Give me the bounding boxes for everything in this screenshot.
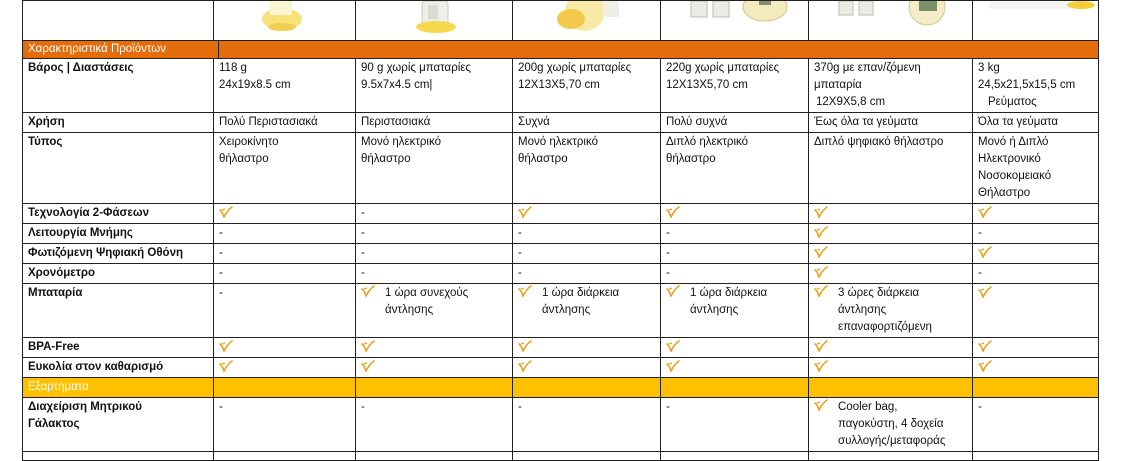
row-label-use: Χρήση bbox=[23, 113, 214, 133]
cell-display-2: - bbox=[356, 244, 513, 264]
check-icon bbox=[518, 340, 532, 352]
cell-bpa-3 bbox=[513, 338, 661, 358]
row-label-cleaning: Ευκολία στον καθαρισμό bbox=[23, 358, 214, 378]
cell-use-6: Όλα τα γεύματα bbox=[973, 113, 1099, 133]
cell-display-4: - bbox=[661, 244, 809, 264]
table-row-twophase bbox=[23, 204, 1099, 224]
section-features-title: Χαρακτηριστικά Προϊόντων bbox=[23, 41, 219, 58]
check-icon bbox=[814, 360, 828, 372]
cell-memory-1: - bbox=[214, 224, 356, 244]
cell-type-3: Μονό ηλεκτρικό θήλαστρο bbox=[513, 133, 661, 204]
table-row-bpa bbox=[23, 338, 1099, 358]
cell-twophase-4 bbox=[661, 204, 809, 224]
row-label-type: Τύπος bbox=[23, 133, 214, 204]
cell-memory-3: - bbox=[513, 224, 661, 244]
product-image-4 bbox=[661, 1, 809, 41]
product-image-3 bbox=[513, 1, 661, 41]
table-row-type bbox=[23, 133, 1099, 204]
cell-battery-4: 1 ώρα διάρκεια άντλησης bbox=[661, 284, 809, 338]
cell-cleaning-4 bbox=[661, 358, 809, 378]
cell-memory-6: - bbox=[973, 224, 1099, 244]
check-icon bbox=[518, 285, 532, 297]
check-icon bbox=[666, 285, 680, 297]
cell-cleaning-2 bbox=[356, 358, 513, 378]
check-icon bbox=[814, 285, 828, 297]
cell-milk-1: - bbox=[214, 398, 356, 452]
cell-use-4: Πολύ συχνά bbox=[661, 113, 809, 133]
cell-cleaning-3 bbox=[513, 358, 661, 378]
table-row-timer bbox=[23, 264, 1099, 284]
cell-type-2: Μονό ηλεκτρικό θήλαστρο bbox=[356, 133, 513, 204]
table-row-milk bbox=[23, 398, 1099, 452]
cell-battery-5: 3 ώρες διάρκεια άντλησης επαναφορτιζόμενη bbox=[809, 284, 973, 338]
check-icon bbox=[666, 340, 680, 352]
product-image-2 bbox=[356, 1, 513, 41]
cell-use-1: Πολύ Περιστασιακά bbox=[214, 113, 356, 133]
cell-type-5: Διπλό ψηφιακό θήλαστρο bbox=[809, 133, 973, 204]
product-image-6 bbox=[973, 1, 1099, 41]
check-icon bbox=[814, 226, 828, 238]
check-icon bbox=[361, 285, 375, 297]
cell-memory-5 bbox=[809, 224, 973, 244]
table-row-weight bbox=[23, 59, 1099, 113]
check-icon bbox=[978, 340, 992, 352]
cell-timer-3: - bbox=[513, 264, 661, 284]
cell-battery-3: 1 ώρα διάρκεια άντλησης bbox=[513, 284, 661, 338]
product-images-row bbox=[23, 1, 1099, 41]
cell-use-5: Έως όλα τα γεύματα bbox=[809, 113, 973, 133]
section-accessories-title: Εξαρτήματα bbox=[23, 378, 214, 398]
cell-display-5 bbox=[809, 244, 973, 264]
cell-bpa-1 bbox=[214, 338, 356, 358]
check-icon bbox=[814, 246, 828, 258]
check-icon bbox=[978, 246, 992, 258]
cell-display-1: - bbox=[214, 244, 356, 264]
cell-twophase-1 bbox=[214, 204, 356, 224]
table-row-display bbox=[23, 244, 1099, 264]
section-features-row bbox=[23, 41, 1099, 59]
check-icon bbox=[814, 266, 828, 278]
cell-timer-6: - bbox=[973, 264, 1099, 284]
cell-weight-6: 3 kg 24,5x21,5x15,5 cm Ρεύματος bbox=[973, 59, 1099, 113]
cell-milk-4: - bbox=[661, 398, 809, 452]
table-row-memory bbox=[23, 224, 1099, 244]
cell-twophase-5 bbox=[809, 204, 973, 224]
table-row-cleaning bbox=[23, 358, 1099, 378]
section-accessories-row bbox=[23, 378, 1099, 398]
row-label-weight: Βάρος | Διαστάσεις bbox=[23, 59, 214, 113]
cell-milk-6: - bbox=[973, 398, 1099, 452]
cell-weight-3: 200g χωρίς μπαταρίες 12X13X5,70 cm bbox=[513, 59, 661, 113]
product-image-1 bbox=[214, 1, 356, 41]
cell-bpa-6 bbox=[973, 338, 1099, 358]
product-comparison-table bbox=[22, 0, 1099, 461]
cell-weight-4: 220g χωρίς μπαταρίες 12X13X5,70 cm bbox=[661, 59, 809, 113]
cell-battery-6 bbox=[973, 284, 1099, 338]
row-label-twophase: Τεχνολογία 2-Φάσεων bbox=[23, 204, 214, 224]
cell-timer-4: - bbox=[661, 264, 809, 284]
check-icon bbox=[666, 360, 680, 372]
cell-battery-1: - bbox=[214, 284, 356, 338]
table-row-battery bbox=[23, 284, 1099, 338]
cell-use-3: Συχνά bbox=[513, 113, 661, 133]
cell-display-3: - bbox=[513, 244, 661, 264]
row-label-display: Φωτιζόμενη Ψηφιακή Οθόνη bbox=[23, 244, 214, 264]
cell-memory-2: - bbox=[356, 224, 513, 244]
cell-weight-2: 90 g χωρίς μπαταρίες 9.5x7x4.5 cm| bbox=[356, 59, 513, 113]
cell-twophase-2: - bbox=[356, 204, 513, 224]
cell-bpa-2 bbox=[356, 338, 513, 358]
cell-weight-5: 370g με επαν/ζόμενη μπαταρία 12X9X5,8 cm bbox=[809, 59, 973, 113]
cell-twophase-3 bbox=[513, 204, 661, 224]
check-icon bbox=[978, 286, 992, 298]
cell-cleaning-6 bbox=[973, 358, 1099, 378]
check-icon bbox=[518, 360, 532, 372]
cell-type-6: Μονό ή Διπλό Ηλεκτρονικό Νοσοκομειακό Θήλαστρο bbox=[973, 133, 1099, 204]
check-icon bbox=[219, 340, 233, 352]
check-icon bbox=[814, 206, 828, 218]
row-label-bpa: BPA-Free bbox=[23, 338, 214, 358]
check-icon bbox=[814, 340, 828, 352]
cell-cleaning-1 bbox=[214, 358, 356, 378]
cell-weight-1: 118 g 24x19x8.5 cm bbox=[214, 59, 356, 113]
row-label-memory: Λειτουργία Μνήμης bbox=[23, 224, 214, 244]
cell-milk-5: Cooler bag, παγοκύστη, 4 δοχεία συλλογής/μεταφοράς bbox=[809, 398, 973, 452]
check-icon bbox=[978, 206, 992, 218]
cell-display-6 bbox=[973, 244, 1099, 264]
product-image-5 bbox=[809, 1, 973, 41]
cell-bpa-4 bbox=[661, 338, 809, 358]
check-icon bbox=[219, 206, 233, 218]
cell-twophase-6 bbox=[973, 204, 1099, 224]
check-icon bbox=[219, 360, 233, 372]
cell-bpa-5 bbox=[809, 338, 973, 358]
cell-cleaning-5 bbox=[809, 358, 973, 378]
table-row-partial bbox=[23, 452, 1099, 461]
cell-memory-4: - bbox=[661, 224, 809, 244]
cell-type-4: Διπλό ηλεκτρικό θήλαστρο bbox=[661, 133, 809, 204]
row-label-milk: Διαχείριση Μητρικού Γάλακτος bbox=[23, 398, 214, 452]
check-icon bbox=[361, 360, 375, 372]
check-icon bbox=[814, 399, 828, 411]
cell-timer-5 bbox=[809, 264, 973, 284]
check-icon bbox=[978, 360, 992, 372]
table-row-use bbox=[23, 113, 1099, 133]
image-cell-empty bbox=[23, 1, 214, 41]
cell-use-2: Περιστασιακά bbox=[356, 113, 513, 133]
cell-timer-2: - bbox=[356, 264, 513, 284]
check-icon bbox=[361, 340, 375, 352]
row-label-battery: Μπαταρία bbox=[23, 284, 214, 338]
cell-timer-1: - bbox=[214, 264, 356, 284]
row-label-timer: Χρονόμετρο bbox=[23, 264, 214, 284]
check-icon bbox=[666, 206, 680, 218]
cell-milk-2: - bbox=[356, 398, 513, 452]
cell-milk-3: - bbox=[513, 398, 661, 452]
cell-type-1: Χειροκίνητο θήλαστρο bbox=[214, 133, 356, 204]
check-icon bbox=[518, 206, 532, 218]
cell-battery-2: 1 ώρα συνεχούς άντλησης bbox=[356, 284, 513, 338]
